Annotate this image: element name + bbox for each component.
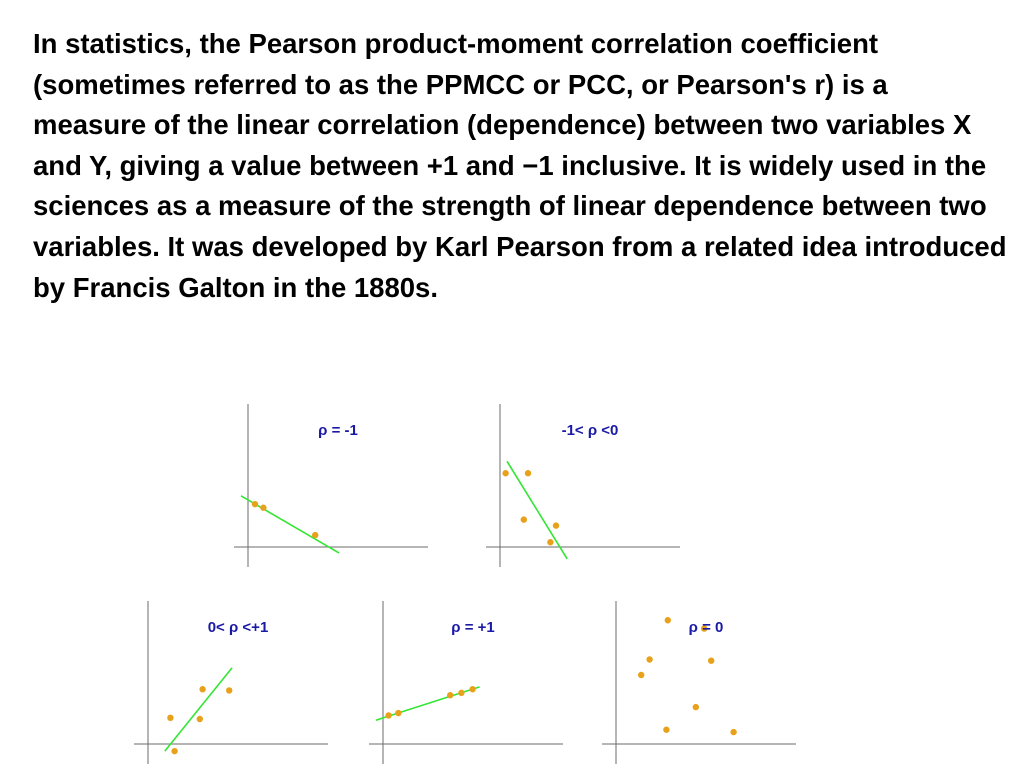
data-point	[646, 656, 652, 662]
regression-line	[507, 461, 567, 559]
correlation-label: -1< ρ <0	[561, 422, 619, 439]
data-point	[260, 505, 266, 511]
scatter-plot-rho-negative	[480, 402, 685, 570]
correlation-label: ρ = 0	[688, 619, 724, 636]
scatter-plot-rho-zero	[596, 599, 801, 767]
data-point	[252, 501, 258, 507]
scatter-plot-rho-minus-one	[228, 402, 433, 570]
correlation-label: ρ = +1	[451, 619, 495, 636]
data-point	[665, 617, 671, 623]
data-point	[171, 748, 177, 754]
data-point	[693, 704, 699, 710]
data-point	[547, 539, 553, 545]
data-point	[199, 686, 205, 692]
data-point	[663, 727, 669, 733]
data-point	[502, 470, 508, 476]
data-point	[197, 716, 203, 722]
correlation-label: 0< ρ <+1	[207, 619, 269, 636]
data-point	[553, 522, 559, 528]
data-point	[167, 715, 173, 721]
scatter-plot-rho-plus-one	[363, 599, 568, 767]
data-point	[395, 710, 401, 716]
data-point	[447, 692, 453, 698]
data-point	[521, 516, 527, 522]
data-point	[525, 470, 531, 476]
data-point	[226, 687, 232, 693]
data-point	[708, 658, 714, 664]
regression-line	[165, 668, 232, 751]
data-point	[730, 729, 736, 735]
pearson-description-paragraph: In statistics, the Pearson product-moment correlation coefficient (sometimes referred to as the PPMCC or PCC, or Pearson's r) is a measure of the linear correlation (dependence) between two variables X and Y, giving a value between +1 and −1 inclusive. It is widely used in the sciences as a measure of the strength of linear dependence between two variables. It was developed by Karl Pearson from a related idea introduced by Francis Galton in the 1880s.	[33, 28, 1007, 303]
data-point	[312, 532, 318, 538]
data-point	[638, 672, 644, 678]
data-point	[385, 712, 391, 718]
scatter-plot-rho-positive	[128, 599, 333, 767]
data-point	[469, 686, 475, 692]
data-point	[458, 690, 464, 696]
correlation-label: ρ = -1	[318, 422, 358, 439]
